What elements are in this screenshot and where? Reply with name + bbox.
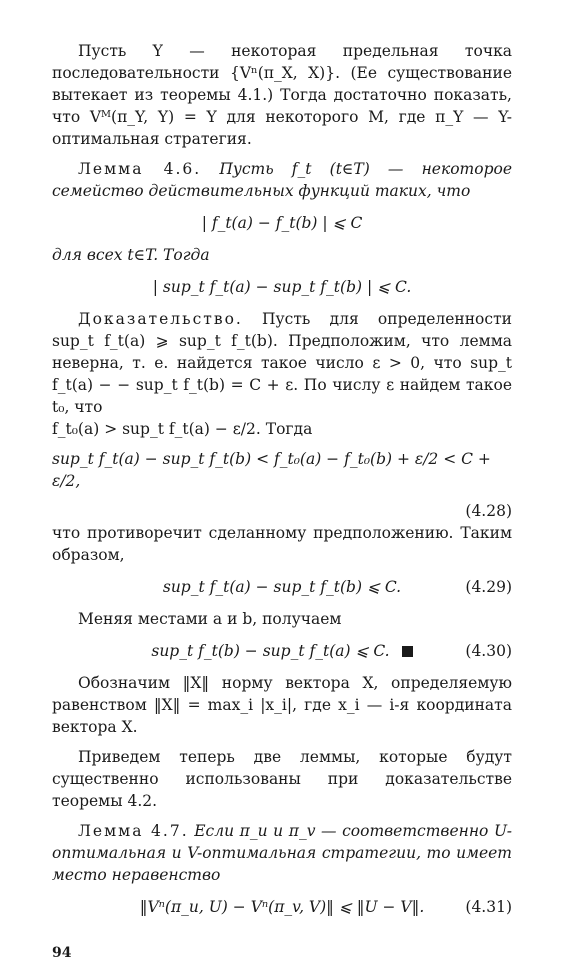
lemma-4-6-conclusion-equation <box>52 274 512 300</box>
lemma-4-6-middle-text: для всех t∈T. Тогда <box>52 246 210 264</box>
lemma-4-6-statement: Пусть f_t (t∈T) — некоторое семейство действительных функций таких, что <box>52 160 512 200</box>
proof-paragraph <box>52 308 512 418</box>
proof-text: Пусть для определенности sup_t f_t(a) ⩾ sup_t f_t(b). Предположим, что лемма неверна, т. е. найдется такое число ε > 0, что sup_t f_t(a) − − sup_t f_t(b) = C + ε. По числу ε найдем такое t₀, что <box>52 310 512 416</box>
equation-number-4-29: (4.29) <box>465 578 512 596</box>
lemma-4-6-label: Лемма 4.6. <box>78 160 202 178</box>
lemma-4-7-label: Лемма 4.7. <box>78 822 189 840</box>
equation-text: | f_t(a) − f_t(b) | ⩽ C <box>201 214 363 232</box>
page-number: 94 <box>52 945 72 961</box>
equation-number-4-28: (4.28) <box>465 502 512 520</box>
equation-4-30 <box>52 638 512 664</box>
equation-number-4-31: (4.31) <box>465 898 512 916</box>
lemma-4-7 <box>52 820 512 886</box>
proof-label: Доказательство. <box>78 310 243 328</box>
lemma-4-6-condition-equation <box>52 210 512 236</box>
proof-contradiction-text: что противоречит сделанному предположению. Таким образом, <box>52 524 512 564</box>
equation-text: sup_t f_t(a) − sup_t f_t(b) < f_t₀(a) − f_t₀(b) + ε/2 < C + ε/2, <box>52 450 491 490</box>
equation-number-4-30: (4.30) <box>465 642 512 660</box>
two-lemmas-paragraph: Приведем теперь две леммы, которые будут существенно использованы при доказательстве теоремы 4.2. <box>52 748 512 810</box>
equation-text: sup_t f_t(a) − sup_t f_t(b) ⩽ C. <box>162 578 402 596</box>
equation-4-29 <box>52 574 512 600</box>
equation-text: | sup_t f_t(a) − sup_t f_t(b) | ⩽ C. <box>152 278 412 296</box>
lemma-4-6 <box>52 158 512 202</box>
qed-square-icon <box>402 646 413 657</box>
equation-text: ‖Vⁿ(π_u, U) − Vⁿ(π_v, V)‖ ⩽ ‖U − V‖. <box>139 898 425 916</box>
equation-4-28 <box>52 448 512 492</box>
paragraph-limit-point: Пусть Y — некоторая предельная точка последовательности {Vⁿ(π_X, X)}. (Ее существование вытекает из теоремы 4.1.) Тогда достаточно показать, что Vᴹ(π_Y, Y) = Y для некоторого M, где π_Y — Y-оптимальная стратегия. <box>52 42 512 148</box>
proof-swap-text: Меняя местами a и b, получаем <box>78 610 342 628</box>
equation-4-31 <box>52 894 512 920</box>
lemma-4-7-statement: Если π_u и π_v — соответственно U-оптимальная и V-оптимальная стратегии, то имеет место неравенство <box>52 822 512 884</box>
norm-definition-paragraph: Обозначим ‖X‖ норму вектора X, определяемую равенством ‖X‖ = max_i |x_i|, где x_i — i-я координата вектора X. <box>52 674 512 736</box>
proof-line-t0: f_t₀(a) > sup_t f_t(a) − ε/2. Тогда <box>52 420 313 438</box>
equation-text: sup_t f_t(b) − sup_t f_t(a) ⩽ C. <box>151 642 390 660</box>
